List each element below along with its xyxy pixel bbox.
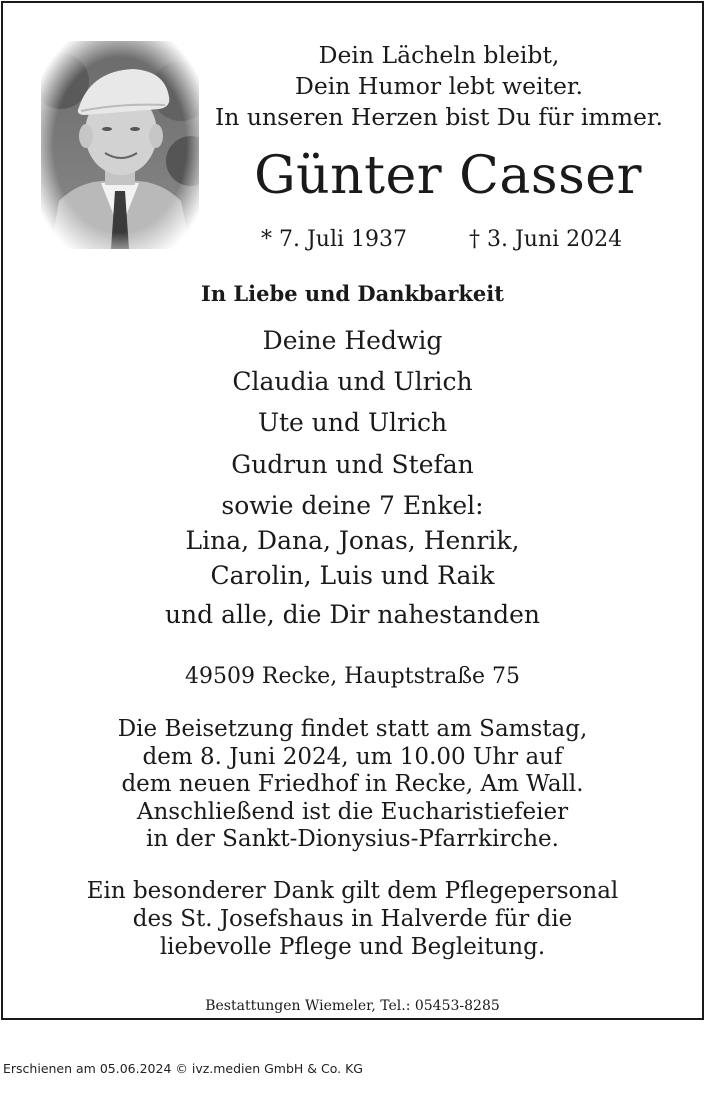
publication-footer: Erschienen am 05.06.2024 © ivz.medien GmbH & Co. KG	[3, 1061, 363, 1076]
mourner-line: Deine Hedwig	[262, 326, 443, 355]
others-line: und alle, die Dir nahestanden	[164, 600, 541, 629]
thanks-text-line: Ein besonderer Dank gilt dem Pflegepersonal	[86, 878, 619, 904]
portrait-photo	[41, 41, 199, 249]
motto-line-3: In unseren Herzen bist Du für immer.	[214, 103, 664, 131]
death-date: † 3. Juni 2024	[469, 227, 623, 252]
thanks-text-line: des St. Josefshaus in Halverde für die	[132, 906, 573, 932]
birth-date: * 7. Juli 1937	[261, 227, 408, 252]
grandchildren-names: Lina, Dana, Jonas, Henrik,	[185, 526, 520, 555]
burial-text-line: dem 8. Juni 2024, um 10.00 Uhr auf	[142, 744, 563, 770]
grandchildren-intro: sowie deine 7 Enkel:	[221, 491, 484, 520]
mourner-line: Claudia und Ulrich	[232, 367, 473, 396]
mourner-line: Ute und Ulrich	[257, 408, 448, 437]
dedication-heading: In Liebe und Dankbarkeit	[201, 281, 504, 306]
motto-line-1: Dein Lächeln bleibt,	[318, 41, 560, 69]
burial-text-line: dem neuen Friedhof in Recke, Am Wall.	[121, 771, 584, 797]
burial-text-line: Anschließend ist die Eucharistiefeier	[136, 799, 569, 825]
burial-text-line: Die Beisetzung findet statt am Samstag,	[117, 716, 588, 742]
burial-text-line: in der Sankt-Dionysius-Pfarrkirche.	[146, 826, 559, 852]
funeral-home: Bestattungen Wiemeler, Tel.: 05453-8285	[205, 998, 500, 1014]
address: 49509 Recke, Hauptstraße 75	[184, 664, 521, 689]
motto-line-2: Dein Humor lebt weiter.	[294, 72, 584, 100]
thanks-text-line: liebevolle Pflege und Begleitung.	[159, 934, 546, 960]
mourner-line: Gudrun und Stefan	[231, 450, 474, 479]
grandchildren-names: Carolin, Luis und Raik	[210, 561, 495, 590]
obituary-notice	[1, 1, 704, 1020]
deceased-name: Günter Casser	[254, 146, 642, 206]
